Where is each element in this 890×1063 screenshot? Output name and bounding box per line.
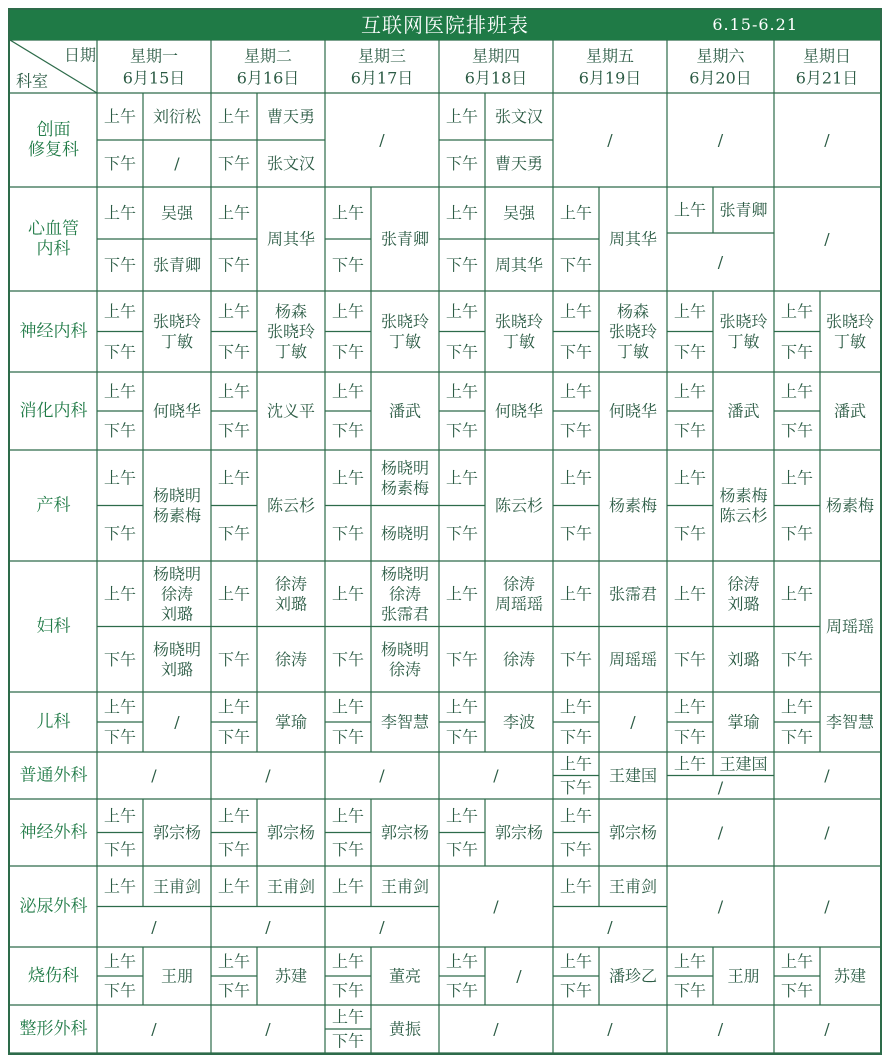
pm-label: 下午	[103, 421, 137, 440]
doctor-name: 杨森	[274, 302, 308, 321]
pm-label: 下午	[780, 421, 814, 440]
doctor-name-am: 刘璐	[727, 594, 760, 614]
pm-label: 下午	[780, 342, 814, 362]
day-header-weekday: 星期一	[129, 46, 179, 66]
doctor-name: 苏建	[274, 966, 308, 986]
pm-label: 下午	[331, 649, 365, 669]
pm-label: 下午	[331, 421, 365, 440]
am-label: 上午	[559, 754, 593, 774]
pm-label: 下午	[780, 523, 814, 543]
department-name: 内科	[36, 239, 71, 259]
am-label: 上午	[559, 468, 593, 488]
doctor-name: 郭宗杨	[494, 823, 544, 842]
doctor-name-pm: /	[174, 154, 180, 173]
schedule-table	[8, 8, 882, 1055]
doctor-name: 沈义平	[266, 401, 316, 421]
pm-label: 下午	[559, 839, 593, 859]
am-label: 上午	[673, 200, 707, 220]
doctor-name: 张晓玲	[152, 312, 202, 331]
pm-label: 下午	[445, 523, 479, 543]
pm-label: 下午	[445, 421, 479, 440]
pm-label: 下午	[217, 839, 251, 859]
department-name: 创面	[36, 120, 71, 140]
no-shift-mark: /	[379, 766, 385, 785]
doctor-name-am: 张霈君	[380, 604, 430, 624]
no-shift-mark: /	[379, 917, 385, 937]
doctor-name-am: 杨晓明	[380, 564, 430, 584]
doctor-name: 张晓玲	[825, 312, 875, 331]
doctor-name-am: 刘璐	[160, 604, 194, 624]
doctor-name: 潘武	[388, 401, 422, 421]
no-shift-mark: /	[717, 897, 724, 916]
am-label: 上午	[217, 584, 251, 604]
doctor-name: 潘武	[727, 401, 760, 421]
am-label: 上午	[559, 584, 593, 604]
doctor-name: 潘珍乙	[608, 966, 658, 986]
pm-label: 下午	[559, 523, 593, 543]
no-shift-mark: /	[265, 1019, 271, 1039]
day-header-weekday: 星期四	[471, 46, 521, 66]
pm-label: 下午	[217, 342, 251, 362]
am-label: 上午	[780, 382, 814, 401]
doctor-name: 杨素梅	[719, 486, 768, 505]
no-shift-mark: /	[824, 1019, 830, 1039]
department-name: 儿科	[36, 712, 71, 732]
doctor-name: 张晓玲	[608, 322, 658, 341]
pm-label: 下午	[217, 649, 251, 669]
pm-label: 下午	[331, 523, 365, 543]
no-shift-mark: /	[151, 766, 157, 785]
doctor-name: 杨晓明	[152, 486, 202, 505]
doctor-name-pm: 杨晓明	[380, 639, 430, 659]
am-label: 上午	[103, 301, 137, 321]
doctor-name-pm: 周瑶瑶	[608, 649, 658, 669]
am-label: 上午	[331, 697, 365, 717]
department-name: 消化内科	[19, 401, 88, 421]
am-label: 上午	[445, 952, 479, 971]
doctor-name: 李智慧	[380, 712, 430, 732]
doctor-name-am: 王建国	[719, 754, 768, 774]
pm-label: 下午	[331, 342, 365, 362]
doctor-name: 丁敏	[833, 332, 867, 351]
no-shift-mark: /	[493, 1019, 499, 1039]
doctor-name-pm: 曹天勇	[494, 154, 544, 173]
no-shift-mark: /	[607, 1019, 613, 1039]
no-shift-mark: /	[824, 229, 830, 249]
pm-label: 下午	[331, 1031, 365, 1051]
am-label: 上午	[103, 697, 137, 717]
pm-label: 下午	[103, 154, 137, 173]
doctor-name-am: 徐涛	[502, 574, 536, 594]
doctor-name: 郭宗杨	[266, 823, 316, 842]
department-name: 整形外科	[19, 1019, 88, 1039]
am-label: 上午	[445, 468, 479, 488]
am-label: 上午	[217, 203, 251, 223]
am-label: 上午	[103, 382, 137, 401]
doctor-name-am: 曹天勇	[266, 107, 316, 126]
doctor-name-am: 刘衍松	[152, 107, 202, 126]
doctor-name-am: 王甫剑	[608, 876, 658, 896]
schedule-grid	[10, 10, 880, 1053]
doctor-name: 王朋	[727, 966, 760, 986]
no-shift-mark: /	[717, 130, 724, 150]
pm-label: 下午	[103, 523, 137, 543]
department-name: 心血管	[28, 219, 79, 239]
am-label: 上午	[445, 584, 479, 604]
pm-label: 下午	[673, 342, 707, 362]
am-label: 上午	[673, 301, 707, 321]
pm-label: 下午	[445, 839, 479, 859]
doctor-name-pm: 杨晓明	[380, 523, 430, 543]
pm-label: 下午	[217, 523, 251, 543]
pm-label: 下午	[673, 523, 707, 543]
pm-label: 下午	[331, 839, 365, 859]
pm-label: 下午	[103, 255, 137, 275]
no-shift-mark: /	[265, 917, 271, 937]
pm-label: 下午	[673, 727, 707, 747]
doctor-name: 董亮	[388, 966, 422, 986]
doctor-name: 杨素梅	[608, 496, 658, 515]
no-shift-mark: /	[824, 897, 830, 916]
doctor-name: 何晓华	[494, 401, 544, 421]
doctor-name-am: 王甫剑	[380, 876, 430, 896]
am-label: 上午	[673, 468, 707, 488]
am-label: 上午	[217, 301, 251, 321]
am-label: 上午	[559, 382, 593, 401]
doctor-name-pm: 徐涛	[388, 659, 422, 679]
doctor-name-am: 王甫剑	[152, 876, 202, 896]
department-name: 普通外科	[19, 765, 88, 786]
am-label: 上午	[217, 952, 251, 971]
pm-label: 下午	[331, 727, 365, 747]
pm-label: 下午	[103, 839, 137, 859]
am-label: 上午	[673, 952, 707, 971]
pm-label: 下午	[217, 727, 251, 747]
doctor-name: 张晓玲	[380, 312, 430, 331]
doctor-name: 杨素梅	[825, 496, 875, 515]
pm-label: 下午	[673, 649, 707, 669]
doctor-name: /	[516, 966, 522, 986]
department-name: 神经外科	[19, 822, 88, 843]
doctor-name-pm: 徐涛	[502, 649, 536, 669]
pm-label: 下午	[780, 649, 814, 669]
doctor-name-am: 周瑶瑶	[494, 594, 544, 614]
am-label: 上午	[217, 107, 251, 126]
doctor-name: 郭宗杨	[608, 823, 658, 842]
department-name: 产科	[36, 495, 71, 516]
no-shift-mark: /	[607, 130, 613, 150]
department-name: 烧伤科	[28, 966, 79, 986]
pm-label: 下午	[673, 981, 707, 1000]
no-shift-mark: /	[717, 252, 724, 272]
doctor-name: 黄振	[388, 1019, 422, 1039]
doctor-name: 何晓华	[608, 401, 658, 421]
am-label: 上午	[331, 1007, 365, 1027]
no-shift-mark: /	[717, 1019, 724, 1039]
doctor-name-pm: 杨晓明	[152, 639, 202, 659]
am-label: 上午	[103, 806, 137, 826]
am-label: 上午	[445, 107, 479, 126]
department-name: 神经内科	[19, 321, 88, 342]
page-title: 互联网医院排班表	[361, 13, 529, 37]
doctor-name-pm: 张文汉	[266, 154, 316, 173]
doctor-name: 张晓玲	[266, 322, 316, 341]
doctor-name: 丁敏	[616, 342, 650, 361]
doctor-name: 潘武	[833, 401, 867, 421]
pm-label: 下午	[559, 727, 593, 747]
am-label: 上午	[103, 203, 137, 223]
doctor-name-pm: 周其华	[494, 255, 544, 275]
pm-label: 下午	[103, 342, 137, 362]
am-label: 上午	[331, 468, 365, 488]
pm-label: 下午	[445, 649, 479, 669]
doctor-name: 丁敏	[160, 332, 194, 351]
pm-label: 下午	[780, 727, 814, 747]
corner-date-label: 日期	[63, 45, 97, 65]
pm-label: 下午	[559, 421, 593, 440]
am-label: 上午	[673, 382, 707, 401]
doctor-name: 掌瑜	[274, 712, 308, 732]
pm-label: 下午	[780, 981, 814, 1000]
no-shift-mark: /	[717, 823, 724, 842]
doctor-name-am: 吴强	[502, 203, 536, 223]
pm-label: 下午	[445, 981, 479, 1000]
doctor-name: 张晓玲	[719, 312, 768, 331]
pm-label: 下午	[559, 981, 593, 1000]
doctor-name-am: 杨素梅	[380, 478, 430, 498]
am-label: 上午	[103, 107, 137, 126]
pm-label: 下午	[331, 255, 365, 275]
am-label: 上午	[780, 697, 814, 717]
am-label: 上午	[559, 203, 593, 223]
day-header-date: 6月16日	[236, 68, 300, 88]
day-header-date: 6月20日	[689, 68, 752, 88]
am-label: 上午	[559, 301, 593, 321]
no-shift-mark: /	[824, 130, 830, 150]
doctor-name: 丁敏	[502, 332, 536, 351]
doctor-name: 陈云杉	[266, 496, 316, 515]
pm-label: 下午	[673, 421, 707, 440]
doctor-name: 周瑶瑶	[825, 617, 875, 636]
no-shift-mark: /	[717, 777, 724, 797]
am-label: 上午	[331, 806, 365, 826]
no-shift-mark: /	[493, 897, 499, 916]
doctor-name-am: 刘璐	[274, 594, 308, 614]
am-label: 上午	[559, 697, 593, 717]
am-label: 上午	[217, 697, 251, 717]
am-label: 上午	[445, 301, 479, 321]
no-shift-mark: /	[607, 917, 613, 937]
doctor-name: 李智慧	[825, 712, 875, 732]
doctor-name-am: 张文汉	[494, 107, 544, 126]
am-label: 上午	[673, 754, 707, 774]
pm-label: 下午	[217, 255, 251, 275]
no-shift-mark: /	[151, 917, 157, 937]
no-shift-mark: /	[824, 766, 830, 785]
doctor-name-am: 吴强	[160, 203, 194, 223]
doctor-name: 陈云杉	[719, 506, 768, 525]
pm-label: 下午	[217, 154, 251, 173]
no-shift-mark: /	[151, 1019, 157, 1039]
am-label: 上午	[217, 806, 251, 826]
day-header-weekday: 星期二	[243, 46, 293, 66]
am-label: 上午	[331, 952, 365, 971]
pm-label: 下午	[103, 727, 137, 747]
am-label: 上午	[559, 876, 593, 896]
no-shift-mark: /	[379, 130, 385, 150]
am-label: 上午	[103, 584, 137, 604]
doctor-name-am: 徐涛	[160, 584, 194, 604]
am-label: 上午	[445, 697, 479, 717]
am-label: 上午	[780, 584, 814, 604]
doctor-name: 郭宗杨	[380, 823, 430, 842]
day-header-date: 6月17日	[350, 68, 414, 88]
am-label: 上午	[331, 382, 365, 401]
doctor-name-am: 杨晓明	[152, 564, 202, 584]
day-header-date: 6月19日	[578, 68, 642, 88]
doctor-name-am: 徐涛	[274, 574, 308, 594]
am-label: 上午	[331, 584, 365, 604]
day-header-date: 6月21日	[795, 68, 859, 88]
pm-label: 下午	[331, 981, 365, 1000]
pm-label: 下午	[559, 255, 593, 275]
am-label: 上午	[217, 468, 251, 488]
am-label: 上午	[103, 468, 137, 488]
doctor-name: 苏建	[833, 966, 867, 986]
doctor-name: 丁敏	[388, 332, 422, 351]
am-label: 上午	[673, 584, 707, 604]
pm-label: 下午	[103, 981, 137, 1000]
department-name: 修复科	[28, 140, 79, 160]
doctor-name: 何晓华	[152, 401, 202, 421]
day-header-weekday: 星期三	[357, 46, 407, 66]
doctor-name: 掌瑜	[727, 712, 760, 732]
no-shift-mark: /	[265, 766, 271, 785]
doctor-name-am: 杨晓明	[380, 458, 430, 478]
doctor-name: 杨森	[616, 302, 650, 321]
am-label: 上午	[673, 697, 707, 717]
doctor-name: 王建国	[608, 766, 658, 785]
am-label: 上午	[445, 203, 479, 223]
am-label: 上午	[103, 952, 137, 971]
doctor-name: 李波	[502, 712, 536, 732]
am-label: 上午	[331, 876, 365, 896]
doctor-name-pm: 张青卿	[152, 255, 202, 275]
doctor-name: 郭宗杨	[152, 823, 202, 842]
doctor-name: 周其华	[266, 229, 316, 249]
doctor-name-pm: 刘璐	[160, 659, 194, 679]
am-label: 上午	[331, 203, 365, 223]
doctor-name: /	[174, 712, 180, 732]
am-label: 上午	[780, 952, 814, 971]
pm-label: 下午	[103, 649, 137, 669]
doctor-name: 周其华	[608, 229, 658, 249]
pm-label: 下午	[559, 777, 593, 797]
doctor-name: 王朋	[160, 966, 194, 986]
doctor-name-am: 张青卿	[719, 200, 768, 220]
doctor-name: 丁敏	[274, 342, 308, 361]
doctor-name-pm: 徐涛	[274, 649, 308, 669]
day-header-weekday: 星期五	[585, 46, 635, 66]
no-shift-mark: /	[824, 823, 830, 842]
corner-dept-label: 科室	[15, 71, 49, 91]
am-label: 上午	[445, 382, 479, 401]
date-range: 6.15-6.21	[712, 15, 798, 34]
day-header-weekday: 星期六	[696, 46, 745, 66]
pm-label: 下午	[445, 727, 479, 747]
pm-label: 下午	[445, 255, 479, 275]
pm-label: 下午	[445, 342, 479, 362]
day-header-date: 6月18日	[464, 68, 528, 88]
pm-label: 下午	[445, 154, 479, 173]
pm-label: 下午	[217, 421, 251, 440]
am-label: 上午	[103, 876, 137, 896]
pm-label: 下午	[559, 649, 593, 669]
department-name: 妇科	[36, 616, 71, 637]
title-bar	[10, 10, 880, 40]
am-label: 上午	[559, 806, 593, 826]
am-label: 上午	[780, 301, 814, 321]
am-label: 上午	[559, 952, 593, 971]
doctor-name-pm: 刘璐	[727, 649, 760, 669]
doctor-name: 张晓玲	[494, 312, 544, 331]
doctor-name: /	[630, 712, 636, 732]
doctor-name: 丁敏	[727, 332, 760, 351]
pm-label: 下午	[217, 981, 251, 1000]
day-header-date: 6月15日	[122, 68, 186, 88]
am-label: 上午	[445, 806, 479, 826]
doctor-name-am: 徐涛	[388, 584, 422, 604]
am-label: 上午	[780, 468, 814, 488]
doctor-name-am: 徐涛	[727, 574, 760, 594]
am-label: 上午	[331, 301, 365, 321]
doctor-name-am: 张霈君	[608, 584, 658, 604]
day-header-weekday: 星期日	[802, 46, 852, 66]
doctor-name: 杨素梅	[152, 506, 202, 525]
am-label: 上午	[217, 382, 251, 401]
doctor-name-am: 王甫剑	[266, 876, 316, 896]
no-shift-mark: /	[493, 766, 499, 785]
pm-label: 下午	[559, 342, 593, 362]
department-name: 泌尿外科	[19, 896, 88, 917]
am-label: 上午	[217, 876, 251, 896]
doctor-name: 张青卿	[380, 229, 430, 249]
doctor-name: 陈云杉	[494, 496, 544, 515]
